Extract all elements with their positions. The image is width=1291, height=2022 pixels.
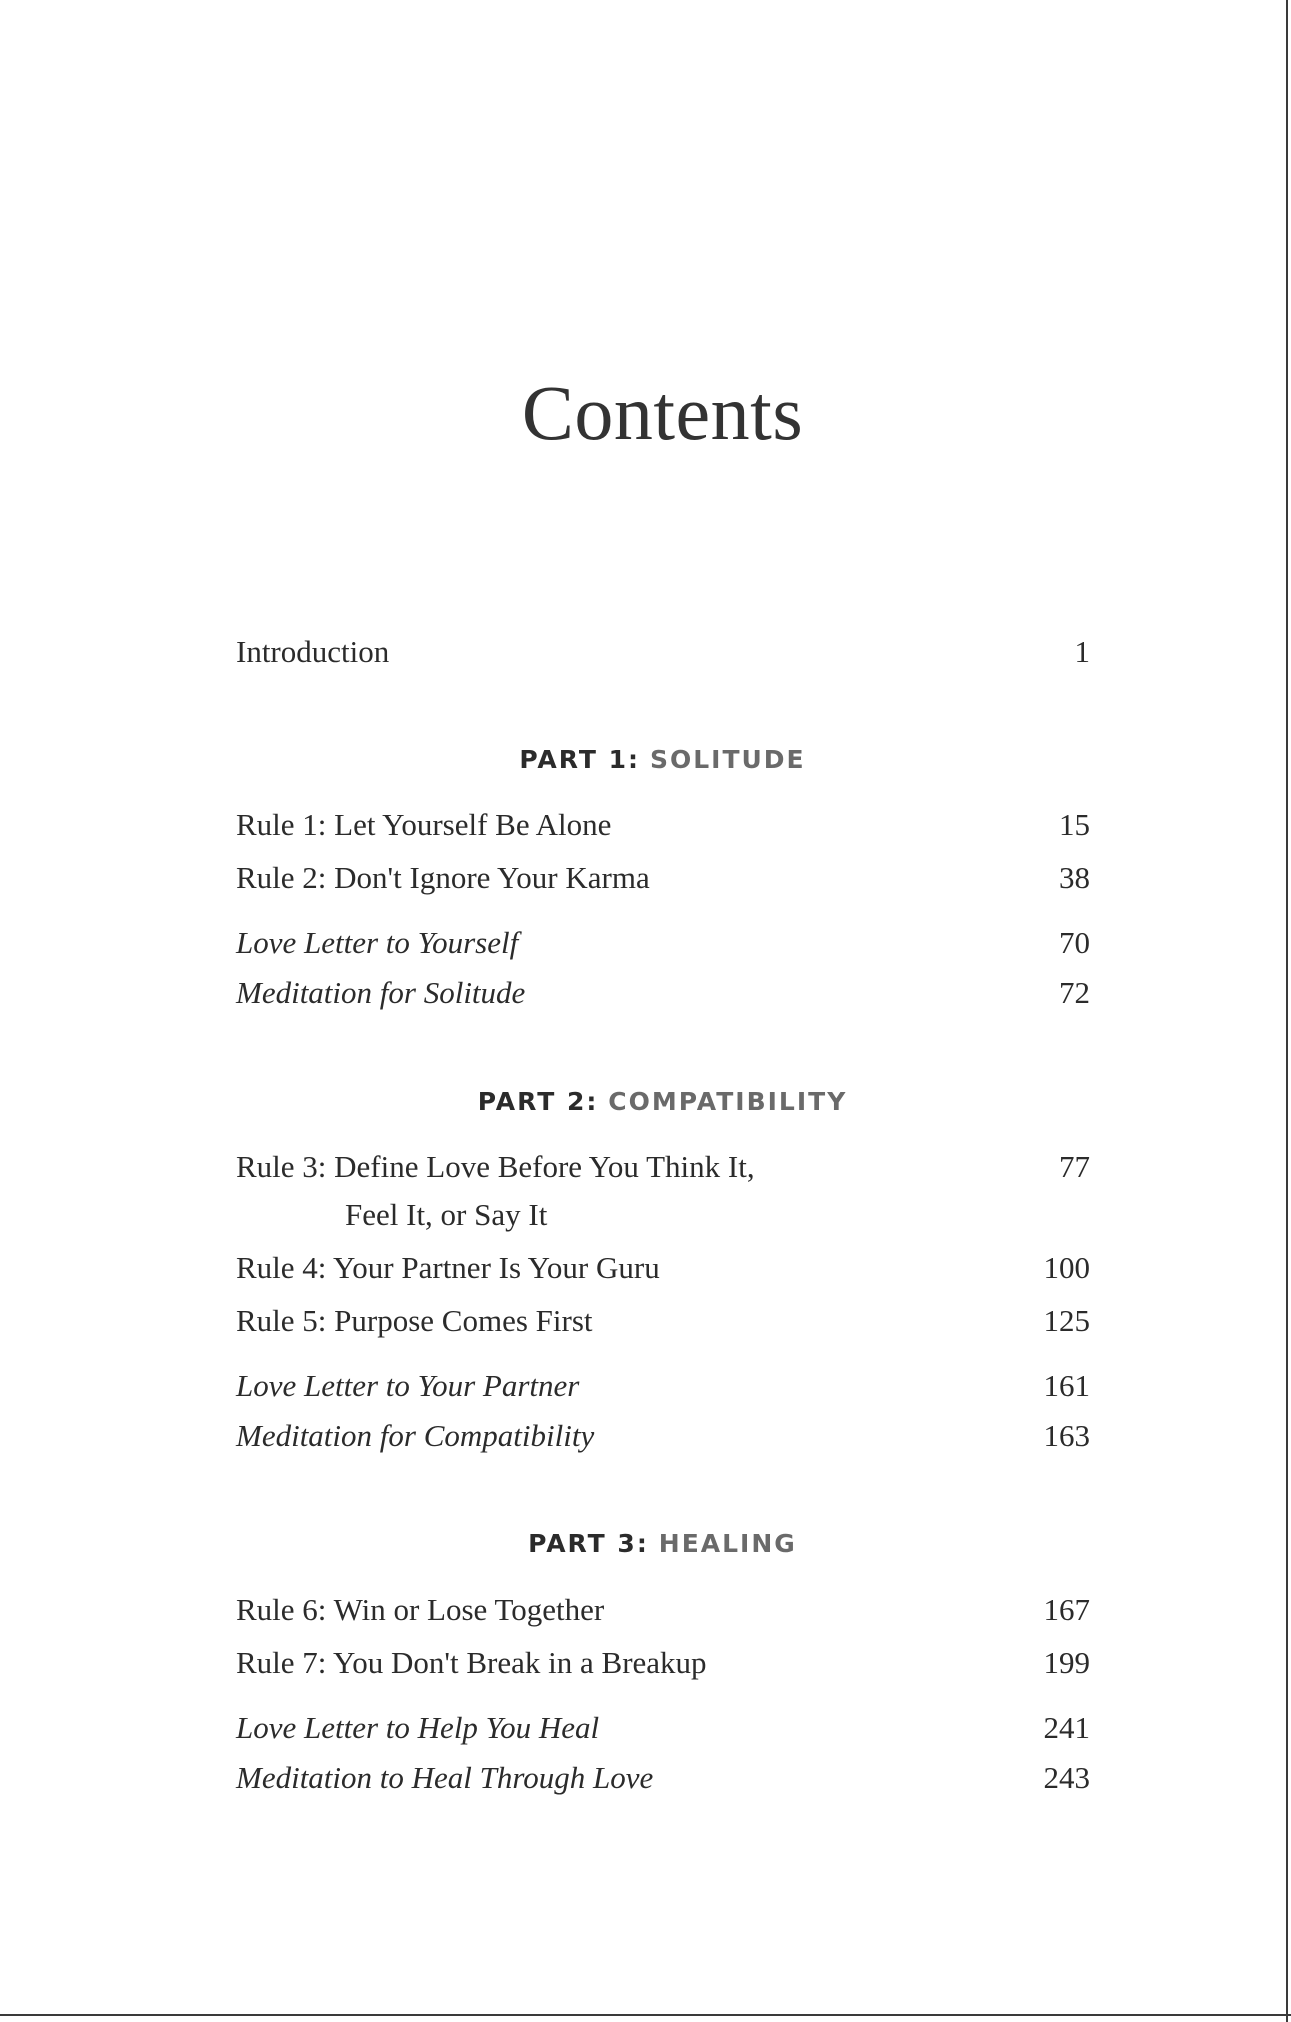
toc-entry-love-letter-1[interactable] xyxy=(236,918,1090,968)
toc-entry-label: Rule 4: Your Partner Is Your Guru xyxy=(236,1250,660,1285)
toc-entry-rule-1[interactable] xyxy=(236,800,1090,850)
toc-entry-label xyxy=(236,1143,755,1239)
toc-entry-page: 161 xyxy=(1043,1368,1090,1403)
toc-entry-label-line-1: Rule 3: Define Love Before You Think It, xyxy=(236,1149,755,1184)
page-edge-right xyxy=(1286,0,1288,2022)
toc-entry-label: Rule 7: You Don't Break in a Breakup xyxy=(236,1645,707,1680)
part-number: PART 3: xyxy=(528,1529,649,1558)
toc-entry-page: 15 xyxy=(1059,807,1090,842)
toc-entry-label: Love Letter to Help You Heal xyxy=(236,1710,600,1745)
toc-entry-label: Rule 2: Don't Ignore Your Karma xyxy=(236,860,650,895)
toc-entry-page: 163 xyxy=(1043,1418,1090,1453)
toc-entry-rule-7[interactable] xyxy=(236,1638,1090,1688)
toc-entry-rule-6[interactable] xyxy=(236,1585,1090,1635)
toc-entry-page: 77 xyxy=(1059,1149,1090,1184)
toc-entry-page: 72 xyxy=(1059,975,1090,1010)
toc-entry-page: 243 xyxy=(1043,1760,1090,1795)
toc-entry-label: Meditation for Solitude xyxy=(236,975,526,1010)
toc-entry-rule-4[interactable] xyxy=(236,1243,1090,1293)
toc-entry-label: Introduction xyxy=(236,634,390,669)
toc-entry-meditation-1[interactable] xyxy=(236,968,1090,1018)
toc-entry-love-letter-2[interactable] xyxy=(236,1361,1090,1411)
toc-entry-rule-2[interactable] xyxy=(236,853,1090,903)
toc-entry-rule-3[interactable] xyxy=(236,1143,1090,1239)
toc-entry-meditation-2[interactable] xyxy=(236,1411,1090,1461)
toc-entry-label: Love Letter to Your Partner xyxy=(236,1368,580,1403)
toc-entry-label: Rule 1: Let Yourself Be Alone xyxy=(236,807,612,842)
toc-entry-label-line-2: Feel It, or Say It xyxy=(345,1197,548,1232)
page-title: Contents xyxy=(521,369,804,456)
part-name: SOLITUDE xyxy=(649,745,806,774)
toc-entry-label: Meditation for Compatibility xyxy=(236,1418,595,1453)
page-edge-bottom xyxy=(0,2014,1291,2016)
part-heading-3 xyxy=(0,1526,1291,1562)
toc-entry-page: 125 xyxy=(1043,1303,1090,1338)
part-heading-1 xyxy=(0,742,1291,778)
toc-entry-label: Rule 6: Win or Lose Together xyxy=(236,1592,605,1627)
toc-entry-page: 167 xyxy=(1043,1592,1090,1627)
toc-entry-page: 100 xyxy=(1043,1250,1090,1285)
toc-entry-love-letter-3[interactable] xyxy=(236,1703,1090,1753)
toc-entry-page: 199 xyxy=(1043,1645,1090,1680)
toc-entry-page: 1 xyxy=(1074,634,1090,669)
toc-entry-page: 70 xyxy=(1059,925,1090,960)
toc-entry-rule-5[interactable] xyxy=(236,1296,1090,1346)
part-name: HEALING xyxy=(658,1529,797,1558)
toc-entry-page: 38 xyxy=(1059,860,1090,895)
toc-entry-page: 241 xyxy=(1043,1710,1090,1745)
part-name: COMPATIBILITY xyxy=(608,1087,848,1116)
toc-entry-label: Love Letter to Yourself xyxy=(236,925,519,960)
part-number: PART 2: xyxy=(477,1087,599,1116)
toc-entry-label: Meditation to Heal Through Love xyxy=(236,1760,654,1795)
part-heading-2 xyxy=(0,1084,1291,1120)
toc-entry-label: Rule 5: Purpose Comes First xyxy=(236,1303,593,1338)
toc-entry-introduction[interactable] xyxy=(236,627,1090,677)
toc-entry-meditation-3[interactable] xyxy=(236,1753,1090,1803)
part-number: PART 1: xyxy=(519,745,640,774)
